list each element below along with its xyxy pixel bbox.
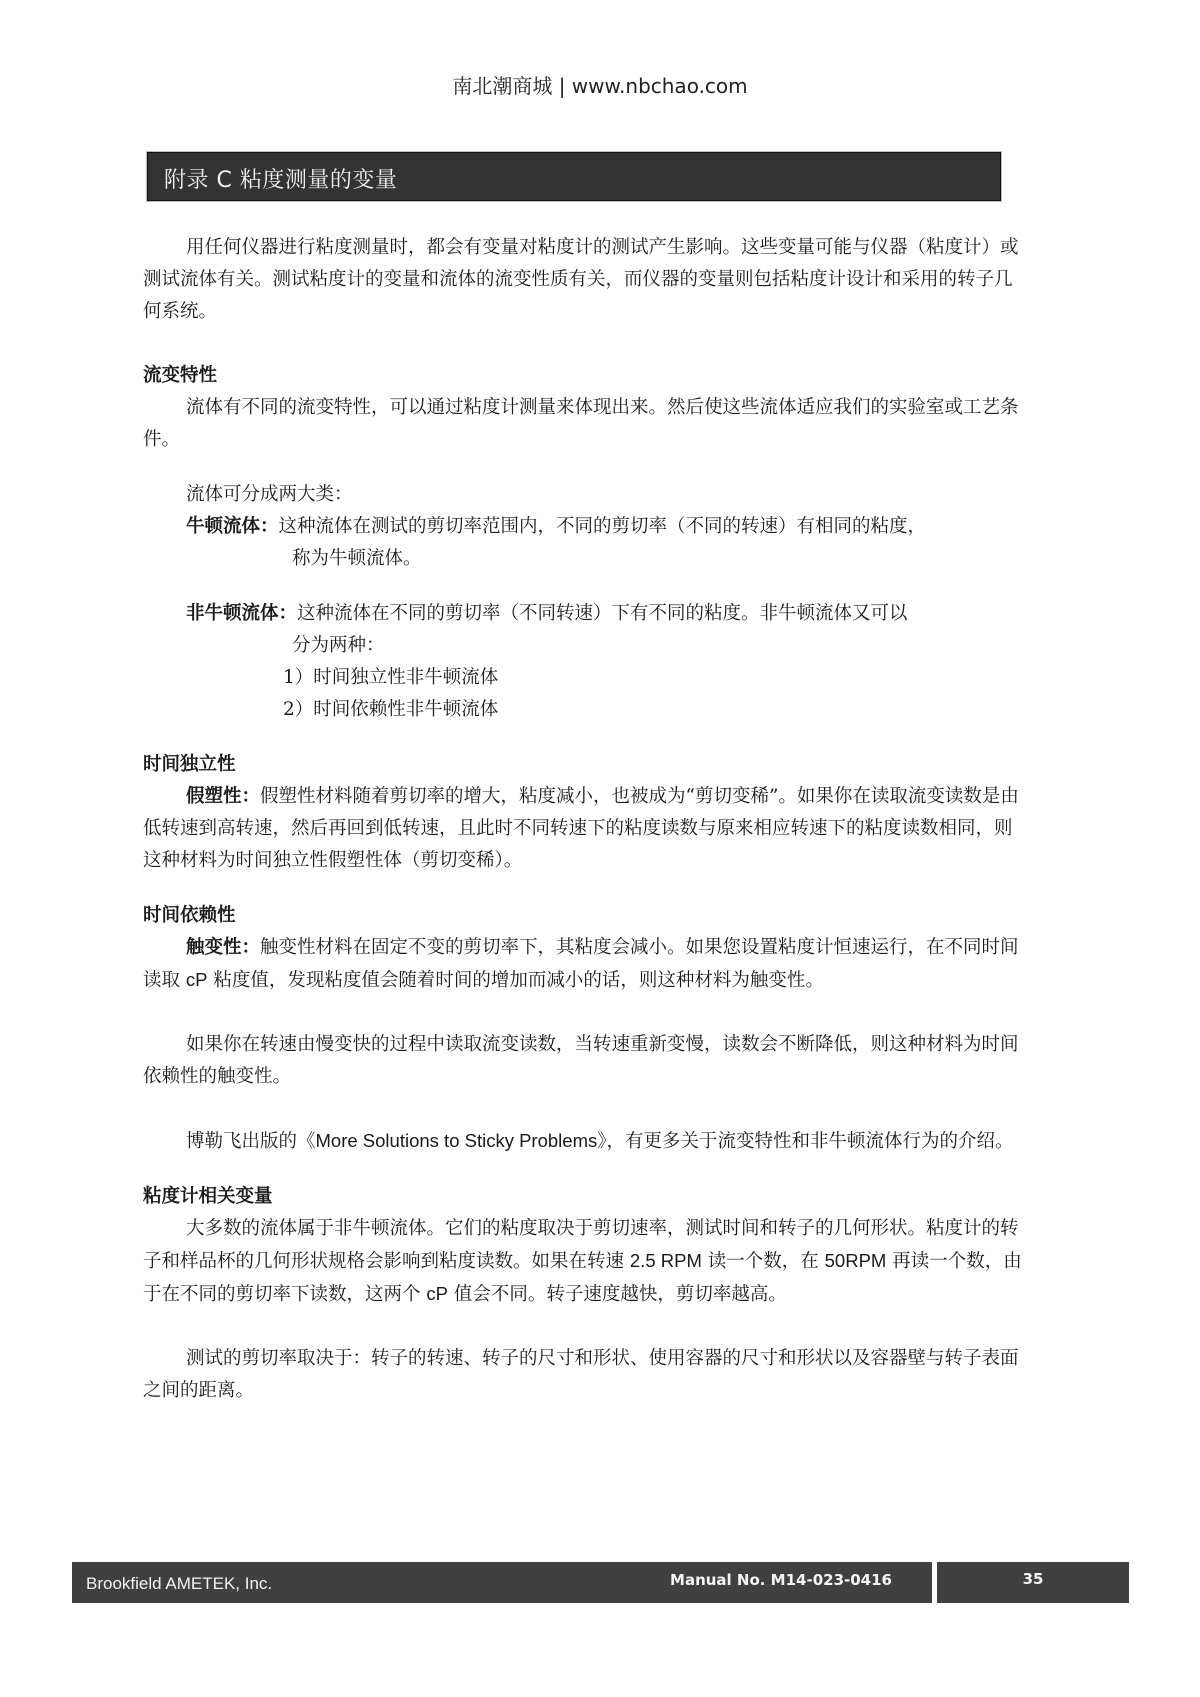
section-heading-rheology: 流变特性	[143, 365, 218, 386]
section-heading-viscometer: 粘度计相关变量	[143, 1186, 273, 1207]
pseudoplastic-text: 假塑性材料随着剪切率的增大，粘度减小，也被成为“剪切变稀”。如果你在读取流变读数是由低转速到高转速，然后再回到低转速，且此时不同转速下的粘度读数与原来相应转速下的粘度读数相同，则这种材料为时间独立性假塑性体（剪切变稀）。	[143, 786, 1019, 871]
newtonian-text-cont: 称为牛顿流体。	[292, 548, 422, 569]
viscometer-text-c: 再读一个数，由于在不同的剪切率下读数，这两个	[143, 1251, 1022, 1305]
reference-paragraph	[143, 1125, 1023, 1158]
term-newtonian: 牛顿流体：	[186, 516, 279, 537]
footer-company: Brookfield AMETEK, Inc.	[86, 1574, 273, 1593]
appendix-title-bar	[147, 152, 1001, 201]
document-body	[143, 232, 1023, 1407]
non-newtonian-text-cont: 分为两种：	[292, 635, 385, 656]
unit-cp: cP	[185, 969, 208, 990]
reference-text-a: 博勒飞出版的《	[186, 1131, 316, 1152]
pseudoplastic-paragraph	[143, 781, 1023, 877]
reference-text-b: 》，有更多关于流变特性和非牛顿流体行为的介绍。	[597, 1131, 1014, 1152]
intro-paragraph: 用任何仪器进行粘度测量时，都会有变量对粘度计的测试产生影响。这些变量可能与仪器（粘度计）或测试流体有关。测试粘度计的变量和流体的流变性质有关，而仪器的变量则包括粘度计设计和采用的转子几何系统。	[143, 237, 1019, 322]
viscometer-paragraph-2: 测试的剪切率取决于：转子的转速、转子的尺寸和形状、使用容器的尺寸和形状以及容器壁与转子表面之间的距离。	[143, 1348, 1019, 1401]
rheology-paragraph: 流体有不同的流变特性，可以通过粘度计测量来体现出来。然后使这些流体适应我们的实验室或工艺条件。	[143, 397, 1019, 450]
viscometer-paragraph-1	[143, 1213, 1023, 1311]
book-title: More Solutions to Sticky Problems	[315, 1130, 598, 1151]
term-pseudoplastic: 假塑性：	[186, 786, 261, 807]
footer-page-box	[937, 1562, 1129, 1603]
thixotropic-paragraph-2: 如果你在转速由慢变快的过程中读取流变读数，当转速重新变慢，读数会不断降低，则这种材料为时间依赖性的触变性。	[143, 1034, 1019, 1087]
classes-intro: 流体可分成两大类：	[186, 484, 353, 505]
non-newtonian-text: 这种流体在不同的剪切率（不同转速）下有不同的粘度。非牛顿流体又可以	[297, 603, 908, 624]
list-item: 2）时间依赖性非牛顿流体	[283, 699, 499, 720]
unit-cp: cP	[426, 1283, 448, 1304]
newtonian-text: 这种流体在测试的剪切率范围内，不同的剪切率（不同的转速）有相同的粘度，	[278, 516, 927, 537]
section-heading-time-dependent: 时间依赖性	[143, 905, 236, 926]
non-newtonian-definition	[143, 598, 1023, 662]
viscometer-text-a: 大多数的流体属于非牛顿流体。它们的粘度取决于剪切速率，测试时间和转子的几何形状。粘度计的转子和样品杯的几何形状规格会影响到粘度读数。如果在转速	[143, 1218, 1019, 1272]
site-watermark: 南北潮商城 | www.nbchao.com	[452, 74, 748, 98]
term-thixotropic: 触变性：	[186, 937, 261, 958]
thixotropic-text-b: 粘度值，发现粘度值会随着时间的增加而减小的话，则这种材料为触变性。	[207, 970, 824, 991]
list-item: 1）时间独立性非牛顿流体	[283, 667, 499, 688]
speed-value-2: 50RPM	[824, 1250, 887, 1271]
footer-bar	[72, 1562, 932, 1603]
term-non-newtonian: 非牛顿流体：	[186, 603, 298, 624]
viscometer-text-b: 读一个数，在	[701, 1251, 825, 1272]
newtonian-definition	[143, 511, 1023, 575]
page-title: 附录 C 粘度测量的变量	[164, 168, 398, 193]
thixotropic-paragraph	[143, 932, 1023, 997]
page-number: 35	[1022, 1570, 1044, 1588]
section-heading-time-independent: 时间独立性	[143, 754, 236, 775]
viscometer-text-d: 值会不同。转子速度越快，剪切率越高。	[447, 1284, 787, 1305]
speed-value-1: 2.5 RPM	[629, 1250, 702, 1271]
thixotropic-text-a: 触变性材料在固定不变的剪切率下，其粘度会减小。如果您设置粘度计恒速运行，在不同时间读取	[143, 937, 1019, 991]
footer-manual-number: Manual No. M14-023-0416	[670, 1571, 892, 1589]
